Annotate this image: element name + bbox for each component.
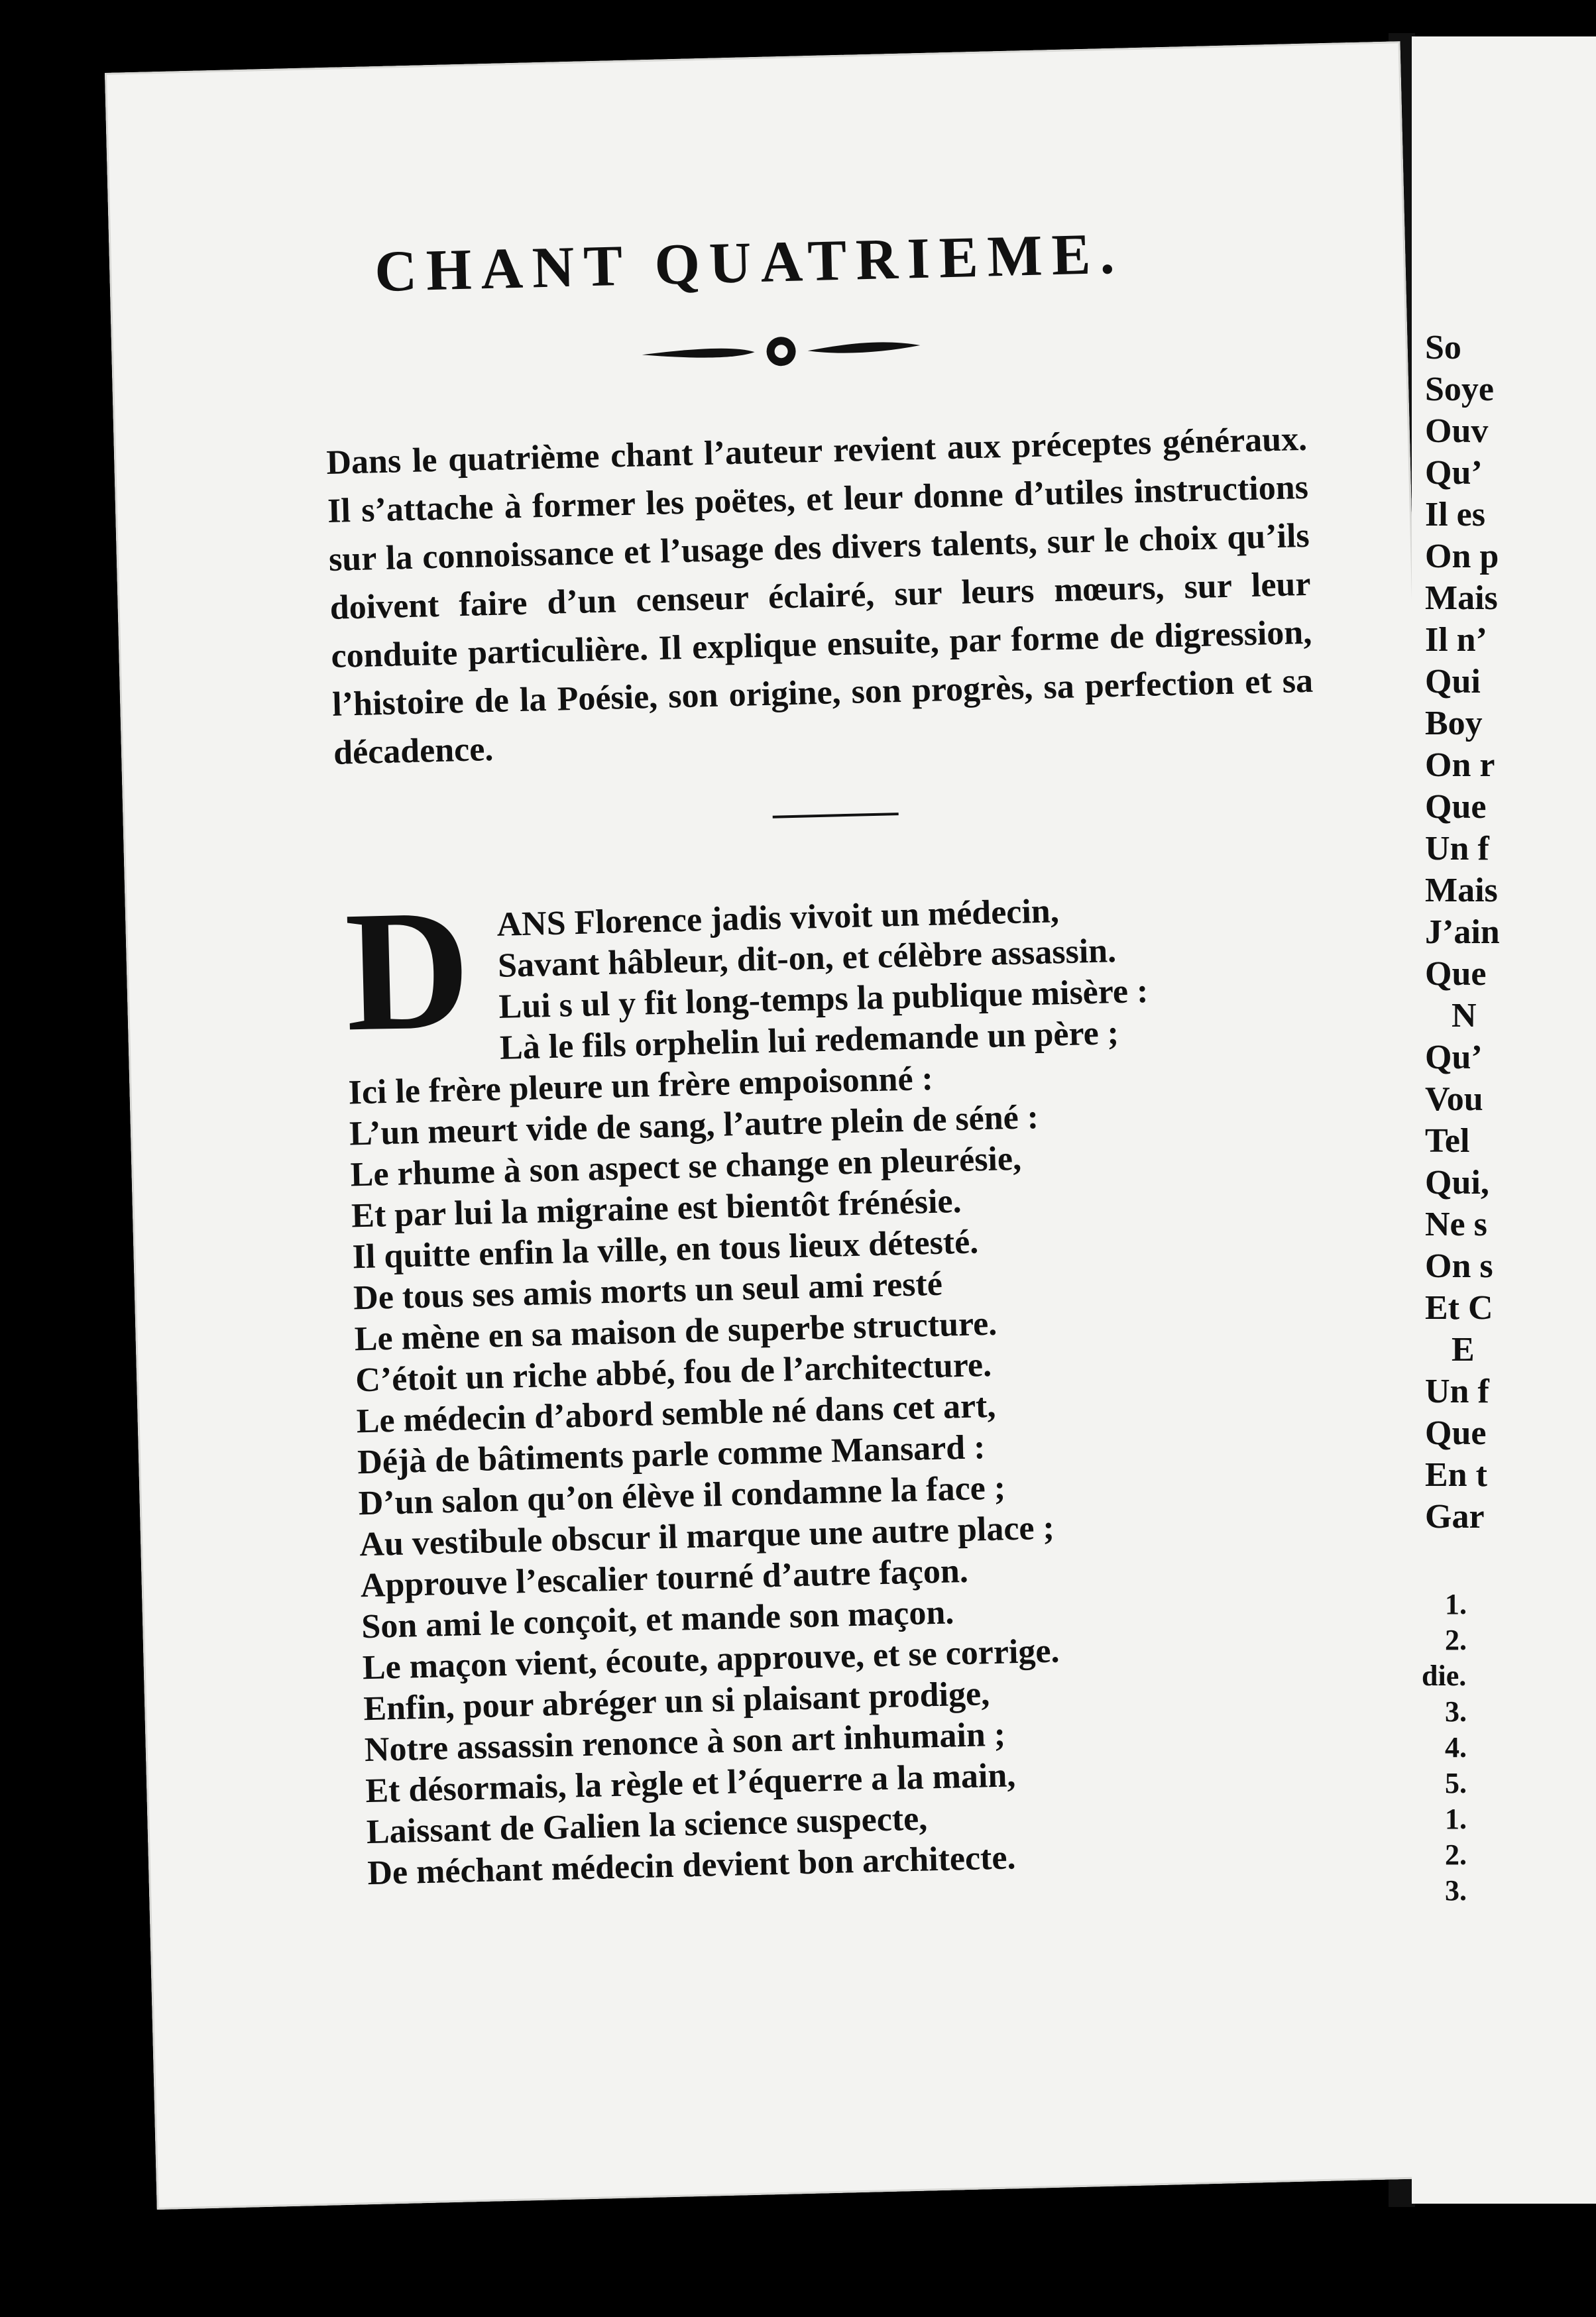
right-page-line: Et C: [1425, 1289, 1493, 1327]
right-page-line: Vou: [1425, 1080, 1483, 1118]
right-page-line: Tel: [1425, 1122, 1470, 1160]
section-rule: [773, 813, 899, 819]
right-page-line: Qui,: [1425, 1164, 1489, 1202]
right-page-line: Il n’: [1425, 621, 1487, 659]
left-page: [105, 41, 1452, 2210]
right-page-line: On s: [1425, 1247, 1493, 1285]
right-footnote-number: 4.: [1445, 1731, 1467, 1764]
poem-line: Là le fils orphelin lui redemande un père ;: [499, 1014, 1119, 1067]
right-page-line: E: [1452, 1331, 1475, 1369]
poem-line: D’un salon qu’on élève il condamne la face ;: [358, 1469, 1006, 1523]
ornament-divider: [642, 328, 921, 374]
right-page-line: So: [1425, 329, 1461, 367]
poem-line: De méchant médecin devient bon architecte.: [367, 1838, 1017, 1893]
chapter-summary: Dans le quatrième chant l’auteur revient aux préceptes généraux. Il s’attache à former les poëtes, et leur donne d’utiles instructions sur la connoissance et l’usage des divers talents, sur le choix qu’ils doivent faire d’un censeur éclairé, sur leurs mœurs, sur leur conduite particulière. Il explique ensuite, par forme de digression, l’histoire de la Poésie, son origine, son progrès, sa perfection et sa décadence.: [325, 420, 1314, 772]
right-page-line: N: [1452, 997, 1477, 1035]
right-page-line: Qu’: [1425, 1039, 1483, 1076]
right-page-line: Que: [1425, 788, 1487, 826]
poem-line: Le mène en sa maison de superbe structure.: [354, 1304, 997, 1359]
poem-line: L’un meurt vide de sang, l’autre plein de séné :: [349, 1098, 1039, 1153]
poem-line: Le médecin d’abord semble né dans cet art,: [356, 1386, 997, 1441]
right-footnote-number: 3.: [1445, 1695, 1467, 1728]
right-footnote-number: 1.: [1445, 1588, 1467, 1620]
poem-line: Ici le frère pleure un frère empoisonné :: [348, 1059, 934, 1112]
right-page-line: Que: [1425, 955, 1487, 993]
poem-line: Il quitte enfin la ville, en tous lieux détesté.: [352, 1223, 979, 1276]
right-page-line: Que: [1425, 1414, 1487, 1452]
poem-line: Et par lui la migraine est bientôt frénésie.: [351, 1182, 962, 1235]
poem-line: Enfin, pour abréger un si plaisant prodige,: [363, 1675, 990, 1728]
poem-line: Déjà de bâtiments parle comme Mansard :: [357, 1428, 986, 1482]
poem-line: Son ami le conçoit, et mande son maçon.: [361, 1593, 954, 1646]
poem-line: ANS Florence jadis vivoit un médecin,: [496, 892, 1060, 944]
poem-line: Notre assassin renonce à son art inhumain ;: [364, 1715, 1006, 1770]
poem-line: Le maçon vient, écoute, approuve, et se corrige.: [362, 1632, 1060, 1687]
right-page-line: Il es: [1425, 496, 1485, 534]
right-page-line: Un f: [1425, 830, 1489, 868]
right-footnote-number: die.: [1422, 1660, 1467, 1692]
right-page-line: Mais: [1425, 579, 1498, 617]
right-page-line: Boy: [1425, 705, 1483, 742]
right-page-line: Mais: [1425, 872, 1498, 909]
right-page-line: Ne s: [1425, 1206, 1487, 1243]
right-page-line: Ouv: [1425, 412, 1489, 450]
drop-cap: D: [343, 873, 473, 1068]
right-page-line: Soye: [1425, 370, 1494, 408]
right-page-line: On p: [1425, 537, 1499, 575]
right-page-line: Gar: [1425, 1498, 1485, 1536]
poem-line: Approuve l’escalier tourné d’autre façon.: [360, 1552, 969, 1605]
poem-line: Laissant de Galien la science suspecte,: [366, 1799, 928, 1852]
right-page-line: On r: [1425, 746, 1495, 784]
poem-line: De tous ses amis morts un seul ami resté: [353, 1265, 943, 1318]
right-page-line: J’ain: [1425, 913, 1500, 951]
page-title: CHANT QUATRIEME.: [374, 221, 1125, 305]
poem-line: Et désormais, la règle et l’équerre a la main,: [365, 1756, 1016, 1811]
right-page: [1412, 36, 1596, 2204]
poem-line: C’étoit un riche abbé, fou de l’architecture.: [355, 1345, 992, 1400]
poem-line: Le rhume à son aspect se change en pleurésie,: [350, 1139, 1022, 1194]
right-footnote-number: 5.: [1445, 1767, 1467, 1799]
poem-line: Savant hâbleur, dit-on, et célèbre assassin.: [497, 932, 1117, 985]
right-page-line: Qui: [1425, 663, 1481, 701]
poem-line: Lui s ul y fit long-temps la publique misère :: [498, 972, 1149, 1026]
right-page-line: Qu’: [1425, 454, 1483, 492]
right-footnote-number: 2.: [1445, 1838, 1467, 1871]
right-footnote-number: 1.: [1445, 1803, 1467, 1835]
poem-line: Au vestibule obscur il marque une autre place ;: [359, 1508, 1055, 1564]
right-footnote-number: 3.: [1445, 1874, 1467, 1907]
right-page-line: Un f: [1425, 1373, 1489, 1410]
right-page-line: En t: [1425, 1456, 1487, 1494]
right-footnote-number: 2.: [1445, 1624, 1467, 1656]
